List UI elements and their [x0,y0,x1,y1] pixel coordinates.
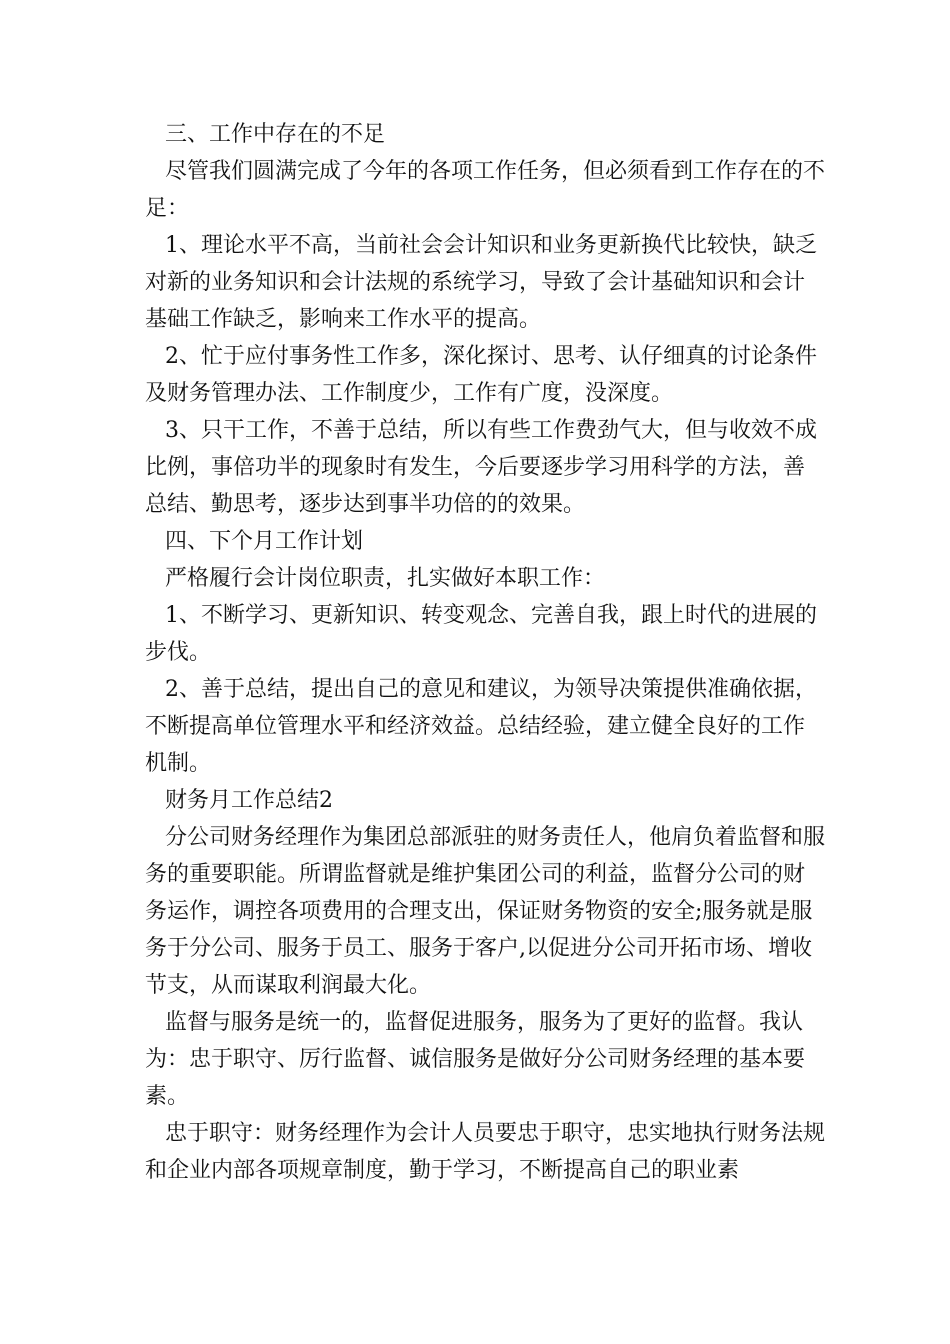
paragraph: 忠于职守：财务经理作为会计人员要忠于职守，忠实地执行财务法规和企业内部各项规章制度，勤于学习，不断提高自己的职业素 [145,1121,826,1183]
list-item: 2、善于总结，提出自己的意见和建议，为领导决策提供准确依据，不断提高单位管理水平和经济效益。总结经验，建立健全良好的工作机制。 [145,677,817,776]
section-heading-4: 四、下个月工作计划 [165,529,364,554]
paragraph: 严格履行会计岗位职责，扎实做好本职工作： [165,566,606,591]
paragraph: 尽管我们圆满完成了今年的各项工作任务，但必须看到工作存在的不足： [145,159,826,221]
list-item: 1、不断学习、更新知识、转变观念、完善自我，跟上时代的进展的步伐。 [145,603,817,665]
list-item: 1、理论水平不高，当前社会会计知识和业务更新换代比较快，缺乏对新的业务知识和会计法规的系统学习，导致了会计基础知识和会计基础工作缺乏，影响来工作水平的提高。 [145,233,817,332]
section-heading-3: 三、工作中存在的不足 [165,122,386,147]
paragraph: 分公司财务经理作为集团总部派驻的财务责任人，他肩负着监督和服务的重要职能。所谓监督就是维护集团公司的利益，监督分公司的财务运作，调控各项费用的合理支出，保证财务物资的安全;服务就是服务于分公司、服务于员工、服务于客户,以促进分公司开拓市场、增收节支，从而谋取利润最大化。 [145,825,826,998]
paragraph: 监督与服务是统一的，监督促进服务，服务为了更好的监督。我认为：忠于职守、厉行监督、诚信服务是做好分公司财务经理的基本要素。 [145,1010,806,1109]
document-body [145,116,825,1189]
article-title: 财务月工作总结2 [165,788,333,813]
list-item: 3、只干工作，不善于总结，所以有些工作费劲气大，但与收效不成比例，事倍功半的现象时有发生，今后要逐步学习用科学的方法，善总结、勤思考，逐步达到事半功倍的的效果。 [145,418,817,517]
list-item: 2、忙于应付事务性工作多，深化探讨、思考、认仔细真的讨论条件及财务管理办法、工作制度少，工作有广度，没深度。 [145,344,817,406]
